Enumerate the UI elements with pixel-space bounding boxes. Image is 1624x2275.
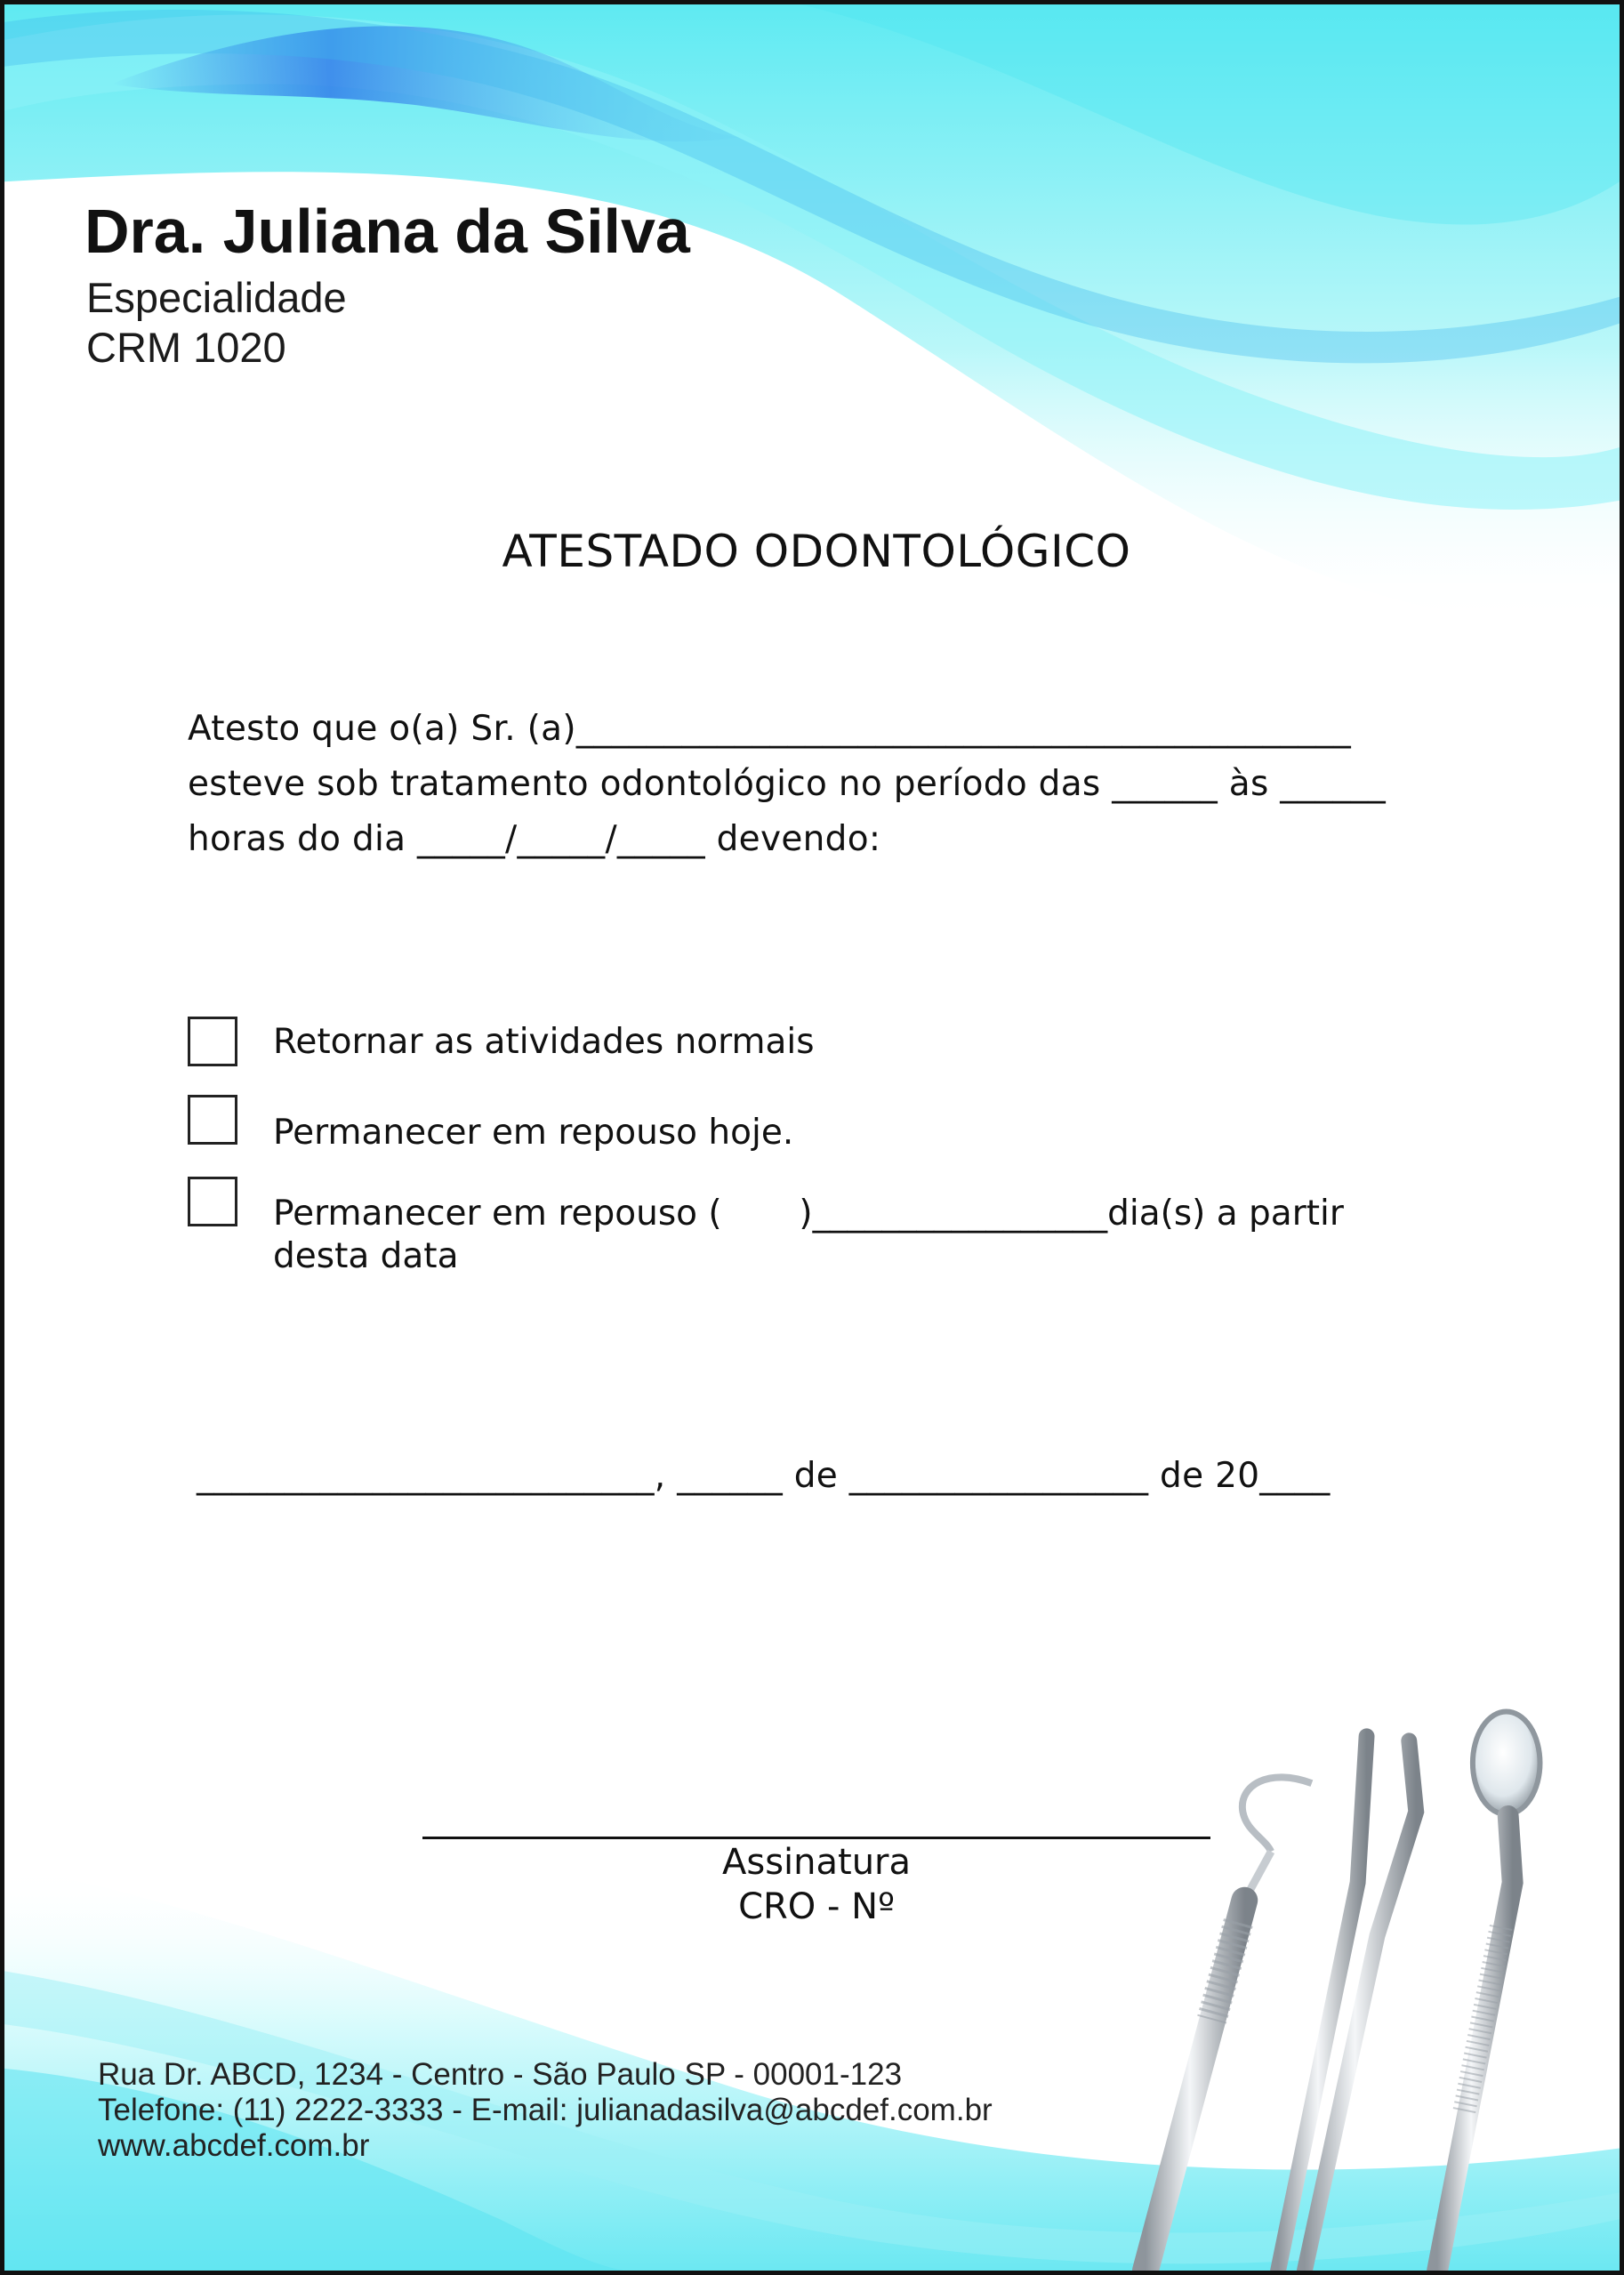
signature-line [422,1837,1210,1839]
signature-cro: CRO - Nº [738,1886,895,1927]
footer-address: Rua Dr. ABCD, 1234 - Centro - São Paulo SP - 00001-123 [98,2057,903,2092]
date-line: __________________________, ______ de _________________ de 20____ [197,1456,1331,1496]
option-rest-days-cont: desta data [273,1236,459,1276]
doctor-specialty: Especialidade [86,274,347,321]
body-line-period: esteve sob tratamento odontológico no período das ______ às ______ [188,764,1387,804]
footer-website: www.abcdef.com.br [98,2128,370,2163]
document-title: ATESTADO ODONTOLÓGICO [502,526,1131,577]
body-line-patient: Atesto que o(a) Sr. (a)____________________________________________ [188,709,1352,749]
checkbox-return-activities[interactable] [188,1017,237,1066]
option-rest-today: Permanecer em repouso hoje. [273,1113,794,1153]
body-line-date: horas do dia _____/_____/_____ devendo: [188,819,881,859]
doctor-crm: CRM 1020 [86,324,286,371]
checkbox-rest-days[interactable] [188,1177,237,1226]
signature-label: Assinatura [721,1842,911,1883]
checkbox-rest-today[interactable] [188,1095,237,1145]
footer-contact: Telefone: (11) 2222-3333 - E-mail: julianadasilva@abcdef.com.br [98,2093,993,2127]
option-return-activities: Retornar as atividades normais [273,1022,815,1062]
doctor-name: Dra. Juliana da Silva [84,197,690,266]
option-rest-days: Permanecer em repouso ( )_________________dia(s) a partir [273,1194,1344,1234]
